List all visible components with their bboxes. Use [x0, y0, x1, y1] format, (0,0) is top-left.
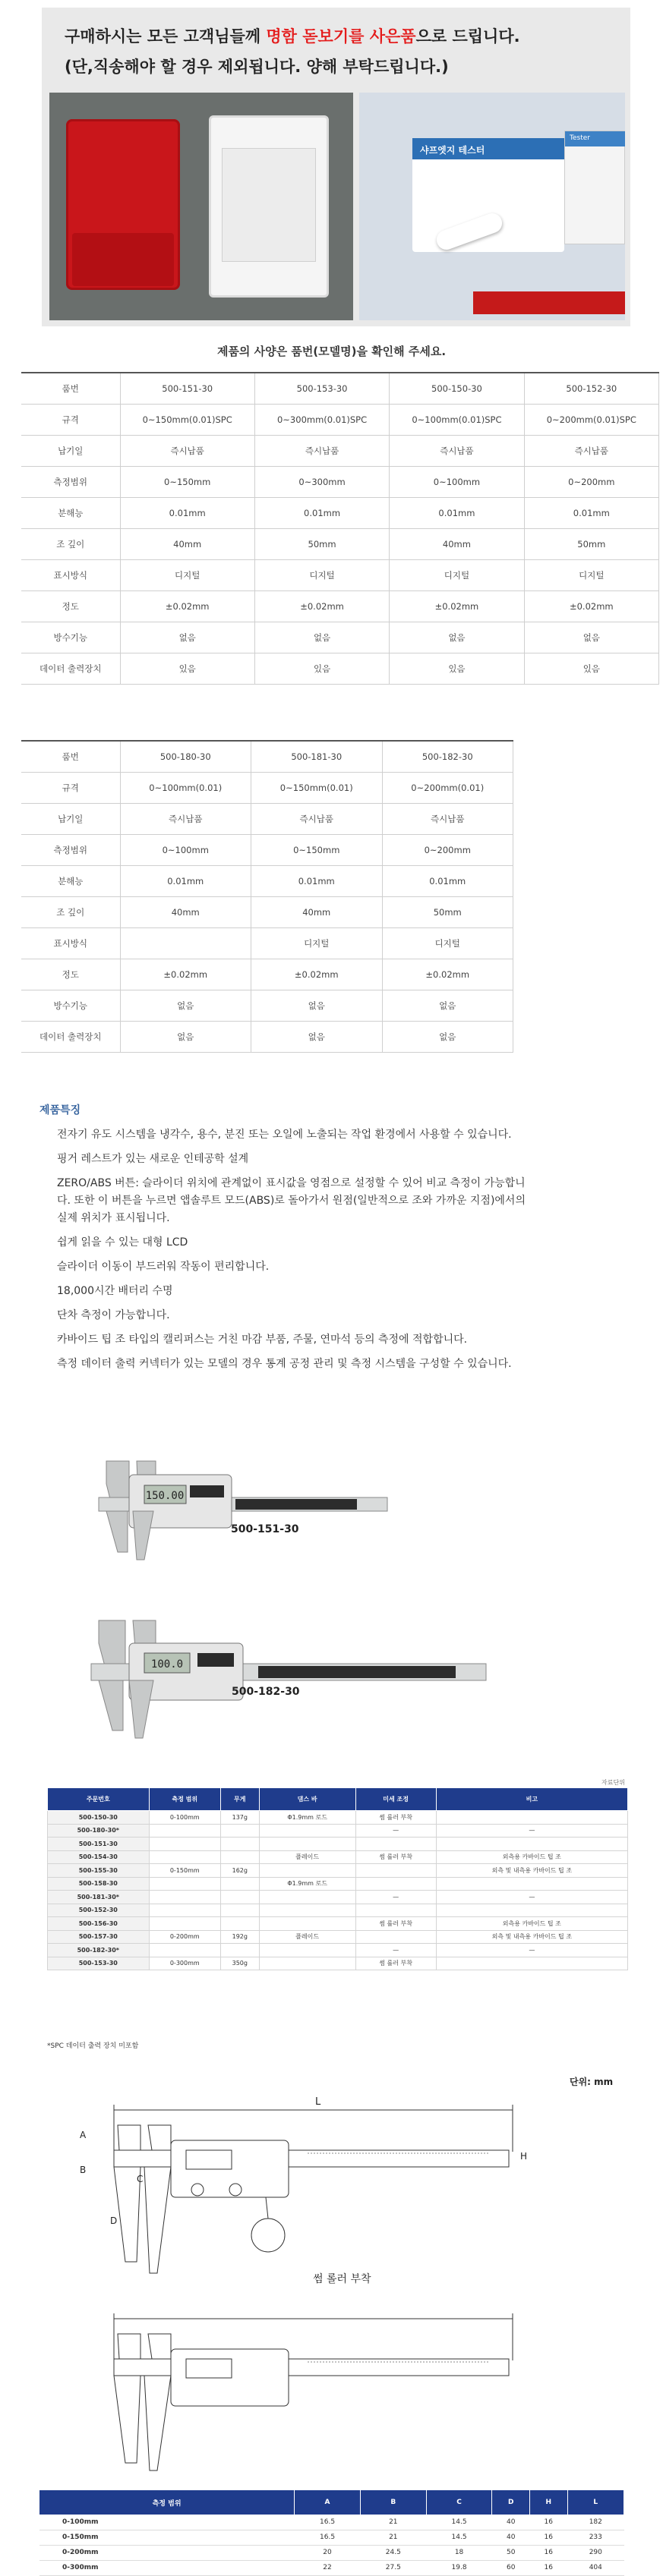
spec-cell: ±0.02mm [524, 590, 658, 622]
dimension-table [39, 2490, 624, 2576]
dim-header-row [39, 2490, 624, 2515]
dim-cell: 14.5 [426, 2515, 492, 2530]
order-header-cell: 주문번호 [48, 1788, 150, 1811]
dim-cell: 16.5 [295, 2515, 361, 2530]
spec-cell: ±0.02mm [251, 959, 383, 990]
dim-cell: 27.5 [360, 2560, 426, 2575]
order-cell: Φ1.9mm 로드 [259, 1877, 355, 1891]
feature-item: 카바이드 팁 조 타입의 캘리퍼스는 거친 마감 부품, 주물, 연마석 등의 측정에 적합합니다. [57, 1334, 468, 1346]
spec-cell: 0~300mm(0.01)SPC [254, 404, 389, 435]
order-header-cell: 비고 [436, 1788, 627, 1811]
gift-photo-usage [359, 93, 625, 320]
order-cell: — [355, 1944, 436, 1957]
dim-header-cell: C [426, 2490, 492, 2515]
order-cell: Φ1.9mm 로드 [259, 1811, 355, 1825]
order-cell [436, 1877, 627, 1891]
order-model-cell: 500-154-30 [48, 1850, 150, 1864]
order-cell: 0-100mm [149, 1811, 220, 1825]
spec-row [21, 865, 513, 896]
order-unit-note: 자료단위 [601, 1779, 625, 1786]
dim-cell: 24.5 [360, 2545, 426, 2560]
spec-row [21, 622, 659, 653]
order-cell: 0-150mm [149, 1864, 220, 1878]
feature-item: 쉽게 읽을 수 있는 대형 LCD [57, 1236, 188, 1249]
order-model-cell: 500-182-30* [48, 1944, 150, 1957]
spec-cell: 0~300mm [254, 466, 389, 497]
order-model-cell: 500-153-30 [48, 1957, 150, 1970]
order-cell: 플레이드 [259, 1850, 355, 1864]
order-cell [220, 1877, 259, 1891]
order-cell: 썸 롤러 부착 [355, 1917, 436, 1931]
order-cell [149, 1891, 220, 1904]
spec-cell: 0~200mm(0.01) [382, 772, 513, 803]
dim-row [39, 2545, 624, 2560]
order-row [48, 1930, 628, 1944]
spec-cell: 있음 [390, 653, 524, 684]
order-header-cell: 댐스 바 [259, 1788, 355, 1811]
spec-cell: 0.01mm [524, 497, 658, 528]
order-cell [259, 1904, 355, 1917]
spec-cell: 즉시납품 [120, 803, 251, 834]
spec-label: 측정범위 [21, 834, 120, 865]
dim-B-label: B [80, 2165, 87, 2175]
order-cell [259, 1824, 355, 1838]
spec-row [21, 834, 513, 865]
order-footnote: *SPC 데이터 출력 장치 미포함 [47, 2042, 139, 2050]
magnifier-lens [222, 148, 316, 262]
order-cell: 썸 롤러 부착 [355, 1850, 436, 1864]
spec-cell: 즉시납품 [251, 803, 383, 834]
order-cell [259, 1957, 355, 1970]
order-cell [259, 1944, 355, 1957]
order-cell [355, 1864, 436, 1878]
dim-cell: 20 [295, 2545, 361, 2560]
dim-cell: 40 [492, 2530, 530, 2545]
dim-A-label: A [80, 2130, 87, 2140]
spec-cell: 즉시납품 [382, 803, 513, 834]
spec-cell: 있음 [120, 653, 254, 684]
spec-row [21, 653, 659, 684]
order-model-cell: 500-158-30 [48, 1877, 150, 1891]
spec-row [21, 990, 513, 1021]
order-cell [149, 1944, 220, 1957]
order-header-row [48, 1788, 628, 1811]
dim-cell: 60 [492, 2560, 530, 2575]
spec-cell: 40mm [120, 528, 254, 559]
order-cell [149, 1824, 220, 1838]
order-cell: — [436, 1891, 627, 1904]
order-cell [220, 1838, 259, 1851]
caliper-1-display: 150.00 [145, 1490, 185, 1502]
dim-header-cell: H [530, 2490, 568, 2515]
promo-line-1-post: 으로 드립니다. [415, 27, 520, 46]
promo-banner [42, 8, 630, 326]
order-model-cell: 500-157-30 [48, 1930, 150, 1944]
spec-cell: 0~100mm(0.01) [120, 772, 251, 803]
spec-cell: 500-152-30 [524, 373, 658, 404]
red-strip [473, 291, 625, 314]
order-row [48, 1904, 628, 1917]
dim-D-label: D [110, 2215, 118, 2226]
feature-item: 전자기 유도 시스템을 냉각수, 용수, 분진 또는 오일에 노출되는 작업 환경에서 사용할 수 있습니다. [57, 1129, 512, 1141]
order-cell [149, 1838, 220, 1851]
caliper-photo-1 [84, 1453, 418, 1567]
spec-label: 조 깊이 [21, 528, 120, 559]
spec-label: 정도 [21, 959, 120, 990]
spec-cell: 500-150-30 [390, 373, 524, 404]
dim-cell: 16 [530, 2560, 568, 2575]
order-model-cell: 500-180-30* [48, 1824, 150, 1838]
dim-cell: 290 [567, 2545, 624, 2560]
order-row [48, 1917, 628, 1931]
spec-cell: 0~150mm(0.01) [251, 772, 383, 803]
caliper-label-1: 500-151-30 [231, 1523, 299, 1535]
order-header-cell: 무게 [220, 1788, 259, 1811]
spec-cell: ±0.02mm [254, 590, 389, 622]
order-cell [355, 1838, 436, 1851]
order-model-cell: 500-181-30* [48, 1891, 150, 1904]
spec-cell: 40mm [120, 896, 251, 927]
dim-range-cell: 0-150mm [39, 2530, 295, 2545]
dim-range-cell: 0-300mm [39, 2560, 295, 2575]
order-cell: 썸 롤러 부착 [355, 1811, 436, 1825]
spec-cell: 0~200mm(0.01)SPC [524, 404, 658, 435]
order-cell [259, 1864, 355, 1878]
spec-row [21, 497, 659, 528]
spec-cell: 0~100mm(0.01)SPC [390, 404, 524, 435]
order-row [48, 1864, 628, 1878]
features-list [57, 1126, 528, 1380]
spec-label: 품번 [21, 741, 120, 772]
dimension-drawing-1 [65, 2083, 535, 2288]
order-cell: 192g [220, 1930, 259, 1944]
spec-row [21, 466, 659, 497]
order-cell [436, 1904, 627, 1917]
order-cell [436, 1838, 627, 1851]
spec-cell: 없음 [524, 622, 658, 653]
order-cell: 외측용 카바이드 팁 조 [436, 1850, 627, 1864]
spec-label: 방수기능 [21, 990, 120, 1021]
dim-cell: 21 [360, 2515, 426, 2530]
spec-cell: 0.01mm [254, 497, 389, 528]
order-cell: 외측 및 내측용 카바이드 팁 조 [436, 1864, 627, 1878]
order-cell [259, 1838, 355, 1851]
unit-label: 단위: mm [570, 2077, 614, 2087]
spec-row [21, 528, 659, 559]
dim-cell: 16 [530, 2545, 568, 2560]
dim-cell: 21 [360, 2530, 426, 2545]
order-row [48, 1811, 628, 1825]
promo-line-1-pre: 구매하시는 모든 고객님들께 [65, 27, 267, 46]
features-title: 제품특징 [39, 1104, 81, 1116]
dim-header-cell: 측정 범위 [39, 2490, 295, 2515]
spec-cell: 40mm [390, 528, 524, 559]
spec-cell: 없음 [382, 990, 513, 1021]
spec-row [21, 1021, 513, 1052]
order-cell [220, 1917, 259, 1931]
dim-row [39, 2560, 624, 2575]
spec-cell: 500-182-30 [382, 741, 513, 772]
side-card [564, 131, 625, 244]
dim-cell: 404 [567, 2560, 624, 2575]
side-card-title: Tester [565, 131, 625, 146]
spec-cell: 0.01mm [382, 865, 513, 896]
order-model-cell: 500-150-30 [48, 1811, 150, 1825]
order-cell [220, 1904, 259, 1917]
order-cell [259, 1917, 355, 1931]
order-model-cell: 500-152-30 [48, 1904, 150, 1917]
spec-label: 규격 [21, 404, 120, 435]
order-cell: 162g [220, 1864, 259, 1878]
promo-line-2: (단,직송해야 할 경우 제외됩니다. 양해 부탁드립니다.) [65, 58, 449, 76]
order-cell [220, 1944, 259, 1957]
spec-label: 품번 [21, 373, 120, 404]
card-magnifier [209, 115, 329, 298]
order-cell: — [355, 1891, 436, 1904]
order-cell [259, 1891, 355, 1904]
spec-cell: 없음 [120, 1021, 251, 1052]
dim-L-label: L [315, 2096, 321, 2108]
order-row [48, 1838, 628, 1851]
spec-cell: 없음 [120, 622, 254, 653]
case-flap [72, 233, 174, 286]
spec-cell: 0~200mm [382, 834, 513, 865]
spec-cell: 디지털 [382, 927, 513, 959]
dim-cell: 233 [567, 2530, 624, 2545]
gift-photo-case [49, 93, 353, 320]
red-card-case [66, 119, 180, 290]
spec-cell: 0~150mm(0.01)SPC [120, 404, 254, 435]
spec-cell: 디지털 [524, 559, 658, 590]
spec-row [21, 590, 659, 622]
dim-row [39, 2530, 624, 2545]
spec-cell: 40mm [251, 896, 383, 927]
order-cell [220, 1850, 259, 1864]
spec-label: 정도 [21, 590, 120, 622]
spec-label: 분해능 [21, 865, 120, 896]
order-cell: — [436, 1824, 627, 1838]
spec-cell: 0~150mm [251, 834, 383, 865]
dim-cell: 22 [295, 2560, 361, 2575]
order-cell: 썸 롤러 부착 [355, 1957, 436, 1970]
spec-cell: 없음 [251, 1021, 383, 1052]
feature-item: 슬라이더 이동이 부드러워 작동이 편리합니다. [57, 1261, 270, 1273]
order-cell: 350g [220, 1957, 259, 1970]
dim-header-cell: L [567, 2490, 624, 2515]
spec-row [21, 959, 513, 990]
order-cell [149, 1877, 220, 1891]
order-row [48, 1891, 628, 1904]
promo-line-1 [65, 24, 520, 47]
feature-item: 18,000시간 배터리 수명 [57, 1285, 173, 1297]
spec-cell: ±0.02mm [390, 590, 524, 622]
spec-cell: 0.01mm [390, 497, 524, 528]
order-row [48, 1877, 628, 1891]
dim-cell: 16 [530, 2515, 568, 2530]
dim-header-cell: D [492, 2490, 530, 2515]
order-cell: — [436, 1944, 627, 1957]
order-cell [355, 1904, 436, 1917]
spec-row [21, 373, 659, 404]
spec-cell: 즉시납품 [390, 435, 524, 466]
dimension-drawing-2 [65, 2300, 535, 2474]
order-cell [436, 1811, 627, 1825]
caliper-label-2: 500-182-30 [232, 1686, 300, 1698]
spec-label: 분해능 [21, 497, 120, 528]
spec-cell: 즉시납품 [254, 435, 389, 466]
spec-label: 조 깊이 [21, 896, 120, 927]
dim-cell: 14.5 [426, 2530, 492, 2545]
spec-cell: 0~100mm [390, 466, 524, 497]
spec-label: 표시방식 [21, 927, 120, 959]
spec-cell: 디지털 [251, 927, 383, 959]
dim-H-label: H [520, 2151, 528, 2162]
spec-cell: ±0.02mm [120, 590, 254, 622]
spec-label: 방수기능 [21, 622, 120, 653]
spec-cell: 0.01mm [251, 865, 383, 896]
spec-row [21, 803, 513, 834]
order-row [48, 1944, 628, 1957]
spec-cell: ±0.02mm [382, 959, 513, 990]
spec-label: 납기일 [21, 435, 120, 466]
feature-item: 단차 측정이 가능합니다. [57, 1309, 170, 1321]
order-row [48, 1957, 628, 1970]
spec-row [21, 772, 513, 803]
order-cell: 137g [220, 1811, 259, 1825]
spec-label: 데이터 출력장치 [21, 1021, 120, 1052]
order-model-cell: 500-156-30 [48, 1917, 150, 1931]
spec-label: 규격 [21, 772, 120, 803]
spec-heading: 제품의 사양은 품번(모델명)을 확인해 주세요. [216, 345, 447, 358]
spec-label: 표시방식 [21, 559, 120, 590]
order-model-cell: 500-151-30 [48, 1838, 150, 1851]
dim-cell: 50 [492, 2545, 530, 2560]
spec-row [21, 896, 513, 927]
spec-cell: 500-180-30 [120, 741, 251, 772]
order-cell [149, 1904, 220, 1917]
spec-cell: 있음 [254, 653, 389, 684]
spec-cell: ±0.02mm [120, 959, 251, 990]
thumb-roller-label: 썸 롤러 부착 [313, 2273, 371, 2285]
order-cell: 0-300mm [149, 1957, 220, 1970]
order-cell [355, 1930, 436, 1944]
caliper-2-display: 100.0 [150, 1658, 184, 1671]
dim-cell: 16.5 [295, 2530, 361, 2545]
spec-cell: 50mm [382, 896, 513, 927]
spec-cell [120, 927, 251, 959]
spec-row [21, 435, 659, 466]
dim-cell: 19.8 [426, 2560, 492, 2575]
spec-cell: 디지털 [120, 559, 254, 590]
caliper-photo-2 [76, 1609, 501, 1761]
dim-range-cell: 0-100mm [39, 2515, 295, 2530]
order-header-cell: 미세 조정 [355, 1788, 436, 1811]
spec-cell: 없음 [382, 1021, 513, 1052]
order-cell [436, 1957, 627, 1970]
order-model-cell: 500-155-30 [48, 1864, 150, 1878]
order-cell: — [355, 1824, 436, 1838]
spec-table-1 [21, 372, 659, 685]
spec-cell: 500-151-30 [120, 373, 254, 404]
spec-cell: 디지털 [390, 559, 524, 590]
spec-cell: 0~200mm [524, 466, 658, 497]
spec-cell: 즉시납품 [524, 435, 658, 466]
order-cell: 0-200mm [149, 1930, 220, 1944]
spec-row [21, 404, 659, 435]
order-table [47, 1787, 628, 1970]
feature-item: ZERO/ABS 버튼: 슬라이더 위치에 관계없이 표시값을 영점으로 설정할 수 있어 비교 측정이 가능합니다. 또한 이 버튼을 누르면 앱솔루트 모드(ABS)로 돌아가서 원점(일반적으로 조와 가까운 지점)에서의 실제 위치가 표시됩니다. [57, 1177, 526, 1224]
order-cell: 플레이드 [259, 1930, 355, 1944]
spec-cell: 없음 [251, 990, 383, 1021]
order-cell: 외측용 카바이드 팁 조 [436, 1917, 627, 1931]
dim-cell: 182 [567, 2515, 624, 2530]
spec-label: 측정범위 [21, 466, 120, 497]
spec-cell: 즉시납품 [120, 435, 254, 466]
order-cell: 외측 및 내측용 카바이드 팁 조 [436, 1930, 627, 1944]
spec-row [21, 927, 513, 959]
dim-range-cell: 0-200mm [39, 2545, 295, 2560]
feature-item: 측정 데이터 출력 커넥터가 있는 모델의 경우 통계 공정 관리 및 측정 시스템을 구성할 수 있습니다. [57, 1358, 512, 1370]
promo-highlight: 명함 돋보기를 사은품 [266, 27, 416, 46]
spec-cell: 없음 [120, 990, 251, 1021]
dim-C-label: C [137, 2174, 144, 2184]
dim-cell: 18 [426, 2545, 492, 2560]
spec-cell: 없음 [390, 622, 524, 653]
order-row [48, 1850, 628, 1864]
spec-cell: 500-153-30 [254, 373, 389, 404]
order-cell [355, 1877, 436, 1891]
spec-row [21, 741, 513, 772]
spec-table-2 [21, 740, 513, 1053]
dim-row [39, 2515, 624, 2530]
order-cell [149, 1917, 220, 1931]
order-header-cell: 측정 범위 [149, 1788, 220, 1811]
order-cell [220, 1824, 259, 1838]
spec-cell: 50mm [524, 528, 658, 559]
spec-cell: 0.01mm [120, 865, 251, 896]
spec-cell: 0~150mm [120, 466, 254, 497]
spec-cell: 0~100mm [120, 834, 251, 865]
spec-cell: 500-181-30 [251, 741, 383, 772]
order-cell [149, 1850, 220, 1864]
spec-cell: 50mm [254, 528, 389, 559]
spec-label: 데이터 출력장치 [21, 653, 120, 684]
dim-header-cell: B [360, 2490, 426, 2515]
spec-row [21, 559, 659, 590]
tester-card-title: 샤프엣지 테스터 [412, 138, 564, 159]
dim-cell: 16 [530, 2530, 568, 2545]
spec-cell: 있음 [524, 653, 658, 684]
spec-cell: 없음 [254, 622, 389, 653]
dim-header-cell: A [295, 2490, 361, 2515]
dim-cell: 40 [492, 2515, 530, 2530]
order-cell [220, 1891, 259, 1904]
spec-cell: 디지털 [254, 559, 389, 590]
spec-cell: 0.01mm [120, 497, 254, 528]
feature-item: 핑거 레스트가 있는 새로운 인테공학 설계 [57, 1153, 249, 1165]
spec-label: 납기일 [21, 803, 120, 834]
order-row [48, 1824, 628, 1838]
